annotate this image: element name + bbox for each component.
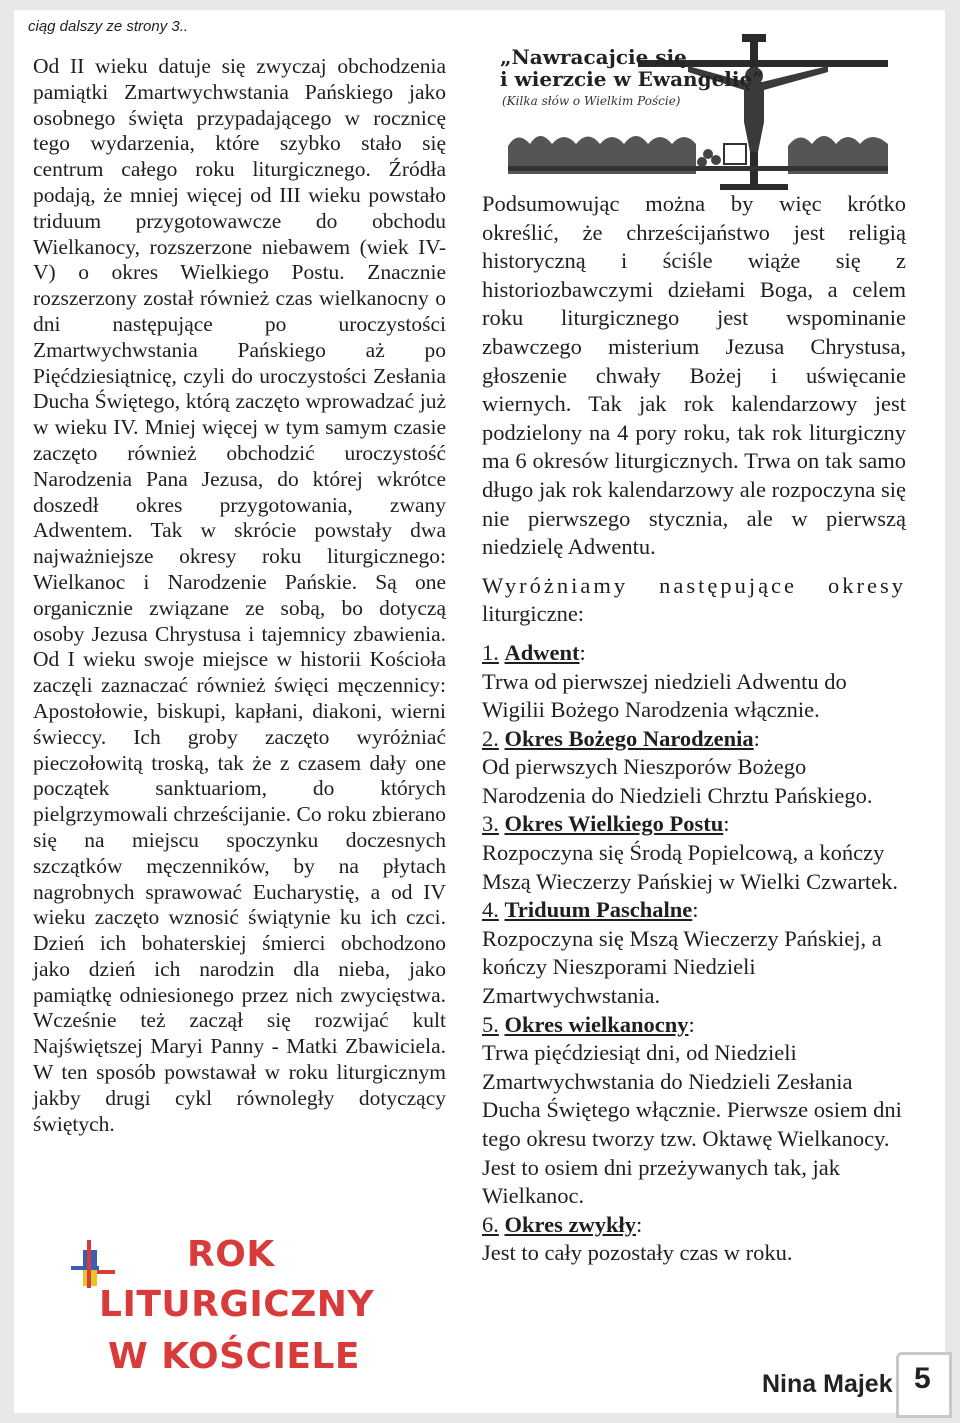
page-number: 5 [914,1362,931,1395]
period-description: Trwa pięćdziesiąt dni, od Niedzieli Zmartwychwstania do Niedzieli Zesłania Ducha Świętego włącznie. Pierwsze osiem dni tego okresu tworzy tzw. Oktawę Wielkanocy. Jest to osiem dni przeżywanych tak, jak Wielkanoc. [482,1040,902,1209]
period-heading: 2. Okres Bożego Narodzenia: [482,725,760,751]
period-number: 3. [482,811,499,837]
logo-text-line2: LITURGICZNY [99,1284,375,1325]
header-title-line1: „Nawracajcie się [500,45,687,69]
period-number: 1. [482,639,499,665]
period-heading: 6. Okres zwykły: [482,1211,643,1237]
header-title [500,46,764,90]
period-name: Okres zwykły [504,1211,636,1237]
period-name: Adwent [504,639,580,665]
header-illustration [488,34,908,194]
period-heading: 4. Triduum Paschalne: [482,897,699,923]
period-heading: 5. Okres wielkanocny: [482,1011,695,1037]
rok-liturgiczny-logo [65,1232,385,1382]
period-description: Rozpoczyna się Mszą Wieczerzy Pańskiej, a kończy Nieszporami Niedzieli Zmartwychwstania. [482,925,882,1009]
period-description: Jest to cały pozostały czas w roku. [482,1240,793,1266]
period-name: Okres Bożego Narodzenia [504,725,754,751]
period-number: 6. [482,1211,499,1237]
period-item-3 [482,810,906,896]
period-item-6 [482,1211,906,1268]
period-description: Od pierwszych Nieszporów Bożego Narodzenia do Niedzieli Chrztu Pańskiego. [482,754,873,808]
period-item-1 [482,639,906,725]
left-column [33,54,446,1137]
right-column [482,190,906,1268]
article-body-text: Od II wieku datuje się zwyczaj obchodzenia pamiątki Zmartwychwstania Pańskiego jako osobnego święta przypadającego w rocznicę tego wydarzenia, które szybko stało się centrum całego roku liturgicznego. Źródła podają, że mniej więcej od III wieku powstało triduum przygotowawcze do obchodu Wielkanocy, rozszerzone niebawem (wiek IV-V) o okres Wielkiego Postu. Znacznie rozszerzony został również czas wielkanocny o dni następujące po uroczystości Zmartwychwstania Pańskiego aż po Pięćdziesiątnicę, czyli do uroczystości Zesłania Ducha Świętego, którą zaczęto wprowadzać już w wieku IV. Mniej więcej w tym samym czasie zaczęto również obchodzić uroczystość Narodzenia Pana Jezusa, do której wkrótce doszedł okres przygotowania, zwany Adwentem. Tak w skrócie powstały dwa najważniejsze okresy roku liturgicznego: Wielkanoc i Narodzenie Pańskie. Są one organicznie związane ze sobą, bo dotyczą osoby Jezusa Chrystusa i tajemnicy zbawienia. Od I wieku swoje miejsce w historii Kościoła zaczęli zaznaczać również święci męczennicy: Apostołowie, biskupi, kapłani, diakoni, wierni świeccy. Ich groby zaczęto wyróżniać pieczołowitą troską, tak że z czasem dały one początek sanktuariom, do których pielgrzymowali chrześcijanie. Co roku zbierano się na miejscu spoczynku doczesnych szczątków męczenników, by na płytach nagrobnych sprawować Eucharystię, a od IV wieku zaczęto wznosić świątynie ku ich czci. Dzień ich bohaterskiej śmierci obchodzono jako dzień ich narodzin dla nieba, jako pamiątkę odniesionego przez nich zwycięstwa. Wcześnie też zaczął się rozwijać kult Najświętszej Maryi Panny - Matki Zbawiciela. W ten sposób powstawał w roku liturgicznym jakby drugi cykl równoległy dotyczący świętych. [33,54,446,1136]
header-title-line2: i wierzcie w Ewangelię” [500,67,764,91]
period-description: Rozpoczyna się Środą Popielcową, a kończy Mszą Wieczerzy Pańskiej w Wielki Czwartek. [482,840,898,894]
period-name: Triduum Paschalne [504,897,693,923]
period-number: 4. [482,897,499,923]
periods-intro [482,572,906,629]
summary-text: Podsumowując można by więc krótko określić, że chrześcijaństwo jest religią historyczną i ściśle wiąże się z historiozbawczymi dziełami Boga, a celem roku liturgicznego jest wspominanie zbawczego misterium Jezusa Chrystusa, głoszenie chwały Bożej i uświęcanie wiernych. Tak jak rok kalendarzowy jest podzielony na 4 pory roku, tak rok liturgiczny ma 6 okresów liturgicznych. Trwa on tak samo długo jak rok kalendarzowy ale rozpoczyna się nie pierwszego stycznia, ale w pierwszą niedzielę Adwentu. [482,191,906,560]
author-name: Nina Majek [762,1370,893,1398]
period-item-4 [482,896,906,1010]
period-name: Okres wielkanocny [504,1011,689,1037]
period-number: 5. [482,1011,499,1037]
header-subtitle: (Kilka słów o Wielkim Poście) [502,94,681,108]
period-item-5 [482,1011,906,1211]
period-heading: 1. Adwent: [482,639,586,665]
logo-text-line3: W KOŚCIELE [108,1336,360,1377]
periods-intro-spaced: Wyróżniamy następujące okresy [482,572,906,598]
continued-note: ciąg dalszy ze strony 3.. [28,18,189,35]
period-number: 2. [482,725,499,751]
period-item-2 [482,725,906,811]
logo-text-line1: ROK [187,1234,275,1275]
periods-intro-rest: liturgiczne: [482,601,585,627]
period-heading: 3. Okres Wielkiego Postu: [482,811,730,837]
period-name: Okres Wielkiego Postu [504,811,724,837]
period-description: Trwa od pierwszej niedzieli Adwentu do Wigilii Bożego Narodzenia włącznie. [482,668,847,723]
